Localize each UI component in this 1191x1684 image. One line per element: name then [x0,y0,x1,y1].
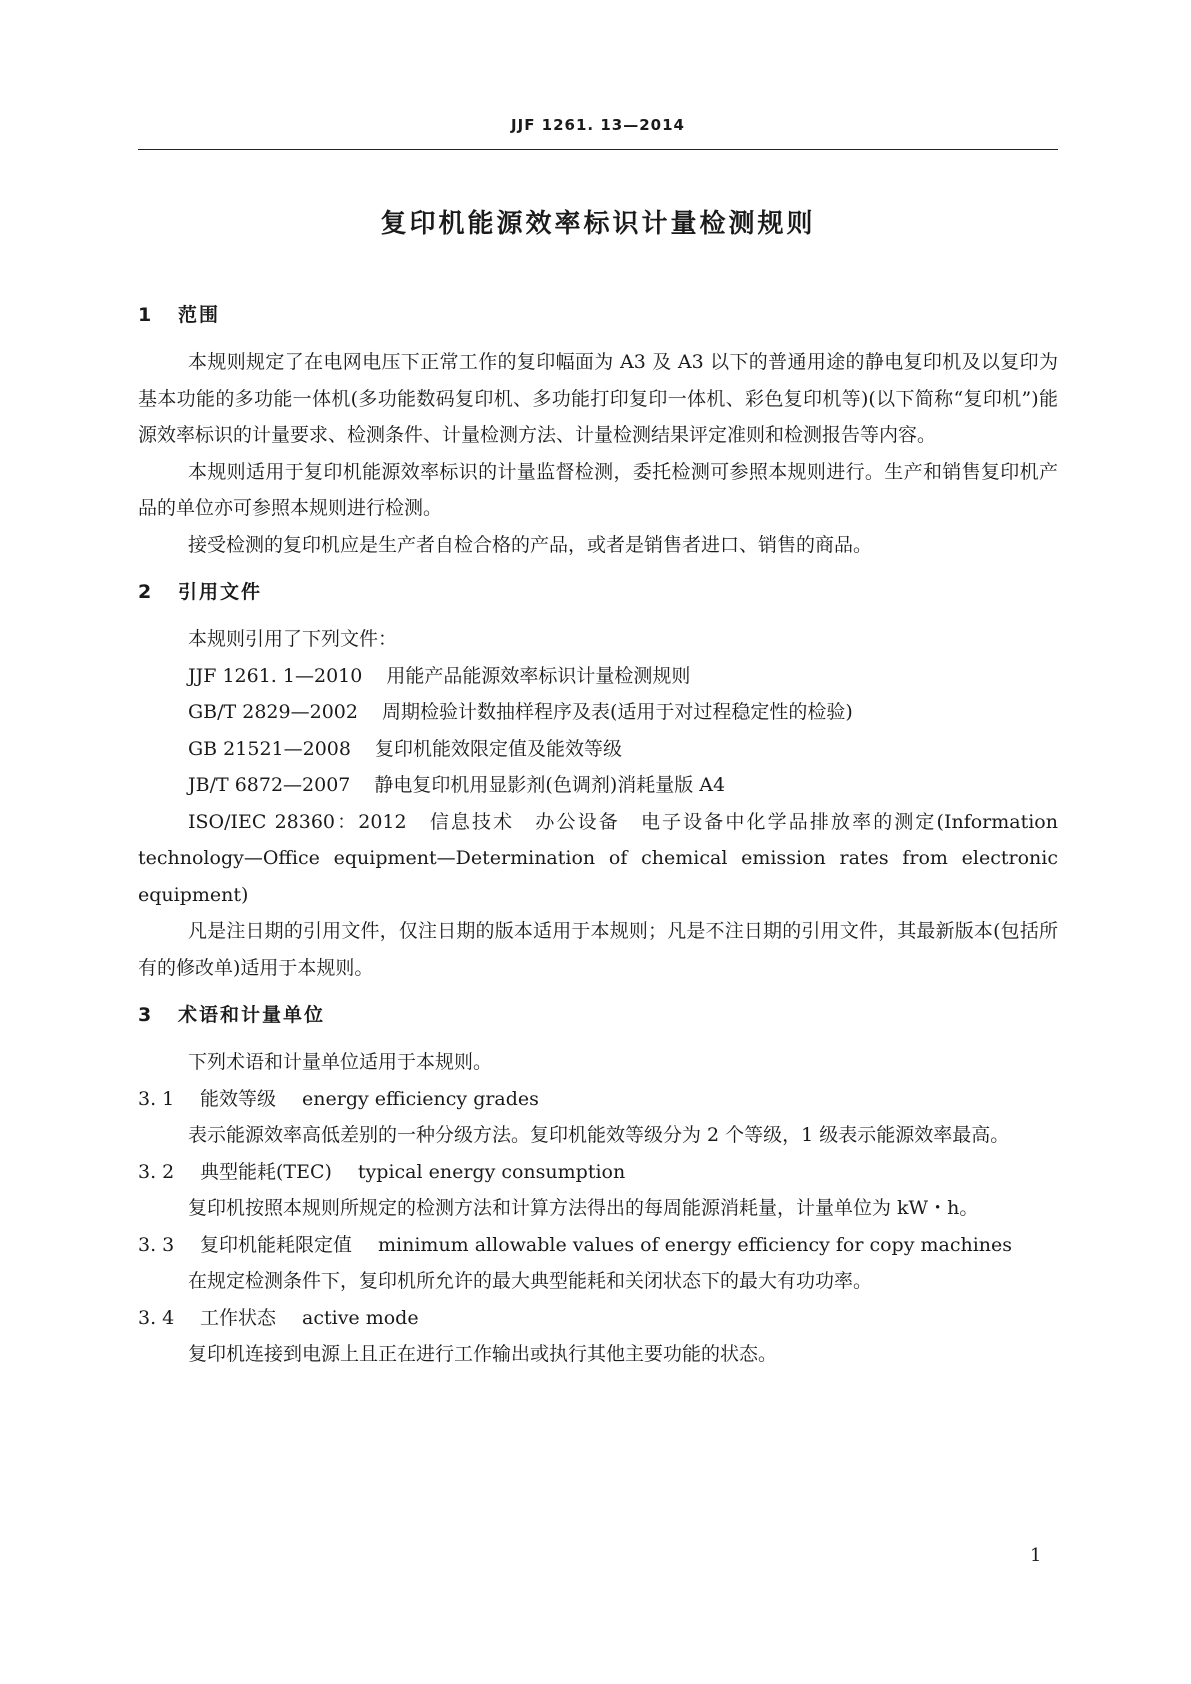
header-rule [138,149,1058,150]
reference-code: JJF 1261. 1—2010 [188,664,363,687]
reference-code: GB/T 2829—2002 [188,701,358,723]
reference-code: JB/T 6872—2007 [188,774,351,796]
clause-number: 3. 4 [138,1306,175,1329]
clause-term-en: typical energy consumption [357,1160,626,1183]
clause-heading [138,1227,1058,1264]
clause-term-en: minimum allowable values of energy efficiency for copy machines [378,1233,1013,1256]
reference-title: 用能产品能源效率标识计量检测规则 [386,664,691,687]
section-number: 2 [138,581,154,603]
section-title: 范围 [178,304,221,326]
reference-code: GB 21521—2008 [188,737,351,760]
clause-term: 能效等级 [200,1087,277,1110]
clause-term: 复印机能耗限定值 [200,1233,353,1256]
clause-definition: 复印机连接到电源上且正在进行工作输出或执行其他主要功能的状态。 [188,1343,778,1365]
section-2-heading [138,573,1058,611]
paragraph: 下列术语和计量单位适用于本规则。 [188,1051,493,1073]
section-3-heading [138,996,1058,1034]
clause-number: 3. 2 [138,1160,175,1183]
section-number: 3 [138,1004,154,1026]
clause-term: 工作状态 [200,1306,277,1329]
clause-term-en: energy efficiency grades [302,1087,539,1110]
section-title: 术语和计量单位 [178,1004,326,1026]
paragraph: 本规则引用了下列文件： [188,628,398,650]
clause-definition: 表示能源效率高低差别的一种分级方法。复印机能效等级分为 2 个等级，1 级表示能源效率最高。 [188,1124,1010,1146]
document-body [138,296,1058,1373]
paragraph: 凡是注日期的引用文件，仅注日期的版本适用于本规则；凡是不注日期的引用文件，其最新版本(包括所有的修改单)适用于本规则。 [138,920,1058,979]
section-title: 引用文件 [178,581,263,603]
clause-number: 3. 1 [138,1087,175,1110]
document-title: 复印机能源效率标识计量检测规则 [380,209,816,239]
paragraph: 本规则适用于复印机能源效率标识的计量监督检测，委托检测可参照本规则进行。生产和销售复印机产品的单位亦可参照本规则进行检测。 [138,460,1058,519]
clause-term: 典型能耗(TEC) [200,1160,332,1183]
running-header: JJF 1261. 13—2014 [511,116,685,134]
clause-heading [138,1300,1058,1337]
reference-item [138,767,1058,804]
reference-item [138,658,1058,695]
clause-term-en: active mode [302,1306,419,1329]
clause-number: 3. 3 [138,1233,175,1256]
section-1-heading [138,296,1058,334]
reference-title: 静电复印机用显影剂(色调剂)消耗量版 A4 [374,774,726,796]
section-number: 1 [138,304,154,326]
reference-title: 周期检验计数抽样程序及表(适用于对过程稳定性的检验) [381,701,853,723]
reference-item [138,694,1058,731]
clause-definition: 复印机按照本规则所规定的检测方法和计算方法得出的每周能源消耗量，计量单位为 kW・h。 [188,1197,979,1219]
clause-heading [138,1154,1058,1191]
paragraph: 本规则规定了在电网电压下正常工作的复印幅面为 A3 及 A3 以下的普通用途的静电复印机及以复印为基本功能的多功能一体机(多功能数码复印机、多功能打印复印一体机、彩色复印机等)(以下简称“复印机”)能源效率标识的计量要求、检测条件、计量检测方法、计量检测结果评定准则和检测报告等内容。 [138,351,1058,446]
page-number: 1 [1030,1545,1042,1566]
clause-heading [138,1081,1058,1118]
paragraph: 接受检测的复印机应是生产者自检合格的产品，或者是销售者进口、销售的商品。 [188,533,873,556]
reference-item [138,731,1058,768]
reference-title: 复印机能效限定值及能效等级 [374,737,622,760]
clause-definition: 在规定检测条件下，复印机所允许的最大典型能耗和关闭状态下的最大有功功率。 [188,1270,873,1292]
reference-item-iso: ISO/IEC 28360：2012 信息技术 办公设备 电子设备中化学品排放率的测定(Information technology—Office equipment—Determination of chemical emission rates from electronic equipment) [138,810,1058,906]
